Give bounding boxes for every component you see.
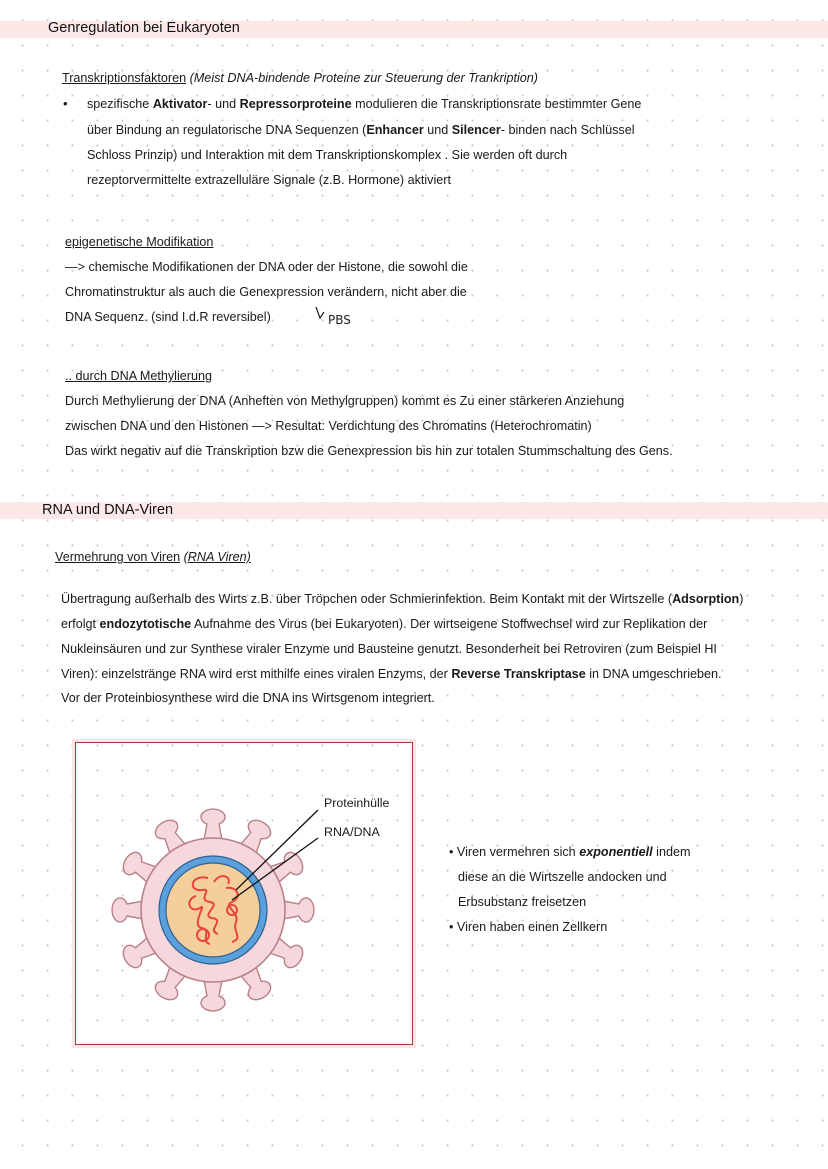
label-proteinhuelle: Proteinhülle xyxy=(324,796,390,810)
viren-subheading-note: (RNA Viren) xyxy=(183,550,251,564)
note-bullet-1-line-3: Erbsubstanz freisetzen xyxy=(458,895,587,909)
meth-line-2: zwischen DNA und den Histonen —> Resultat: Verdichtung des Chromatins (Heterochromatin) xyxy=(65,419,592,433)
epi-heading: epigenetische Modifikation xyxy=(65,235,214,249)
meth-line-1: Durch Methylierung der DNA (Anheften von Methylgruppen) kommt es Zu einer stärkeren Anziehung xyxy=(65,394,625,408)
section-title-viren: RNA und DNA-Viren xyxy=(42,502,174,518)
viren-line-2: erfolgt endozytotische Aufnahme des Virus (bei Eukaryoten). Der wirtseigene Stoffwechsel wird zur Replikation der xyxy=(61,617,708,631)
meth-heading: .. durch DNA Methylierung xyxy=(65,369,212,383)
viren-line-3: Nukleinsäuren und zur Synthese viraler Enzyme und Bausteine genutzt. Besonderheit bei Retroviren (zum Beispiel HI xyxy=(61,642,717,656)
viren-subheading: Vermehrung von Viren xyxy=(55,550,181,564)
viren-line-1: Übertragung außerhalb des Wirts z.B. über Tröpchen oder Schmierinfektion. Beim Kontakt mit der Wirtszelle (Adsorption) xyxy=(61,592,744,606)
handwritten-note: PBS xyxy=(328,313,351,327)
note-bullet-1-line-2: diese an die Wirtszelle andocken und xyxy=(458,870,667,884)
tf-line-2: über Bindung an regulatorische DNA Sequenzen (Enhancer und Silencer- binden nach Schlüssel xyxy=(87,123,635,137)
note-bullet-1: • Viren vermehren sich exponentiell indem xyxy=(449,845,691,859)
epi-line-3: DNA Sequenz. (sind I.d.R reversibel) xyxy=(65,310,271,324)
viren-line-4: Viren): einzelstränge RNA wird erst mithilfe eines viralen Enzyms, der Reverse Transkriptase in DNA umgeschrieben. xyxy=(61,667,722,681)
meth-line-3: Das wirkt negativ auf die Transkription bzw die Genexpression bis hin zur totalen Stummschaltung des Gens. xyxy=(65,444,673,458)
tf-bullet: • xyxy=(63,96,68,111)
epi-line-1: —> chemische Modifikationen der DNA oder der Histone, die sowohl die xyxy=(65,260,468,274)
handwritten-arrow xyxy=(316,307,324,318)
tf-line-1: spezifische Aktivator- und Repressorproteine modulieren die Transkriptionsrate bestimmter Gene xyxy=(87,97,642,111)
viren-line-5: Vor der Proteinbiosynthese wird die DNA ins Wirtsgenom integriert. xyxy=(61,691,435,705)
epi-line-2: Chromatinstruktur als auch die Genexpression verändern, nicht aber die xyxy=(65,285,467,299)
tf-line-4: rezeptorvermittelte extrazelluläre Signale (z.B. Hormone) aktiviert xyxy=(87,173,451,187)
virus-core xyxy=(166,863,260,957)
tf-heading-note: (Meist DNA-bindende Proteine zur Steuerung der Trankription) xyxy=(189,71,538,85)
tf-line-3: Schloss Prinzip) und Interaktion mit dem Transkriptionskomplex . Sie werden oft durch xyxy=(87,148,568,162)
label-rna-dna: RNA/DNA xyxy=(324,825,380,839)
note-bullet-2: • Viren haben einen Zellkern xyxy=(449,920,608,934)
section-title-genregulation: Genregulation bei Eukaryoten xyxy=(48,20,240,36)
tf-heading: Transkriptionsfaktoren xyxy=(62,71,187,85)
